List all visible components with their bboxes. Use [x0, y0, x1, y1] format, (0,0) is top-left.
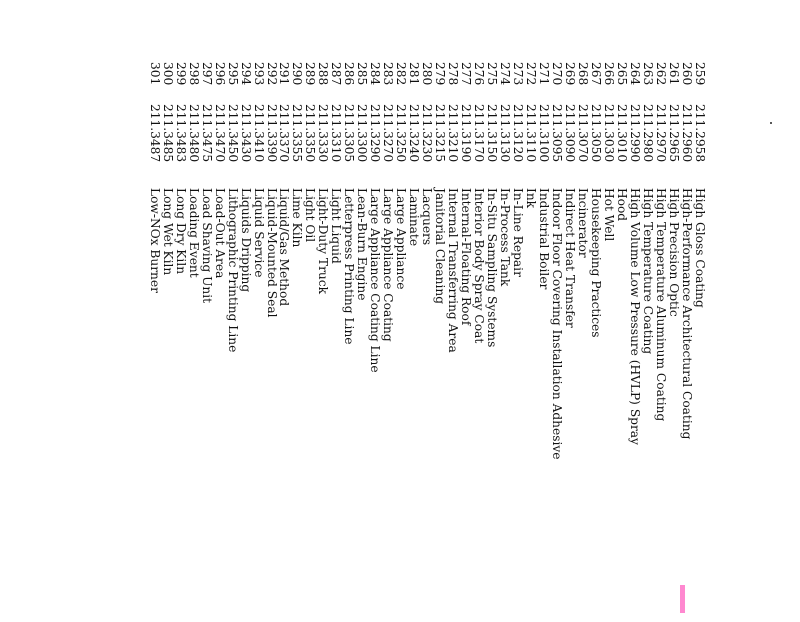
- section-code: 211.3120: [511, 104, 526, 163]
- section-code: 211.3355: [290, 104, 305, 163]
- table-row: [200, 62, 213, 622]
- row-number: 285: [355, 62, 370, 86]
- section-code: 211.2960: [680, 104, 695, 163]
- scan-speck: [770, 122, 772, 124]
- row-number: 287: [329, 62, 344, 86]
- row-number: 272: [524, 62, 539, 86]
- table-row: [446, 62, 459, 622]
- section-code: 211.3095: [550, 104, 565, 163]
- table-row: [265, 62, 278, 622]
- row-number: 289: [303, 62, 318, 86]
- table-row: [368, 62, 381, 622]
- section-code: 211.3370: [277, 104, 292, 163]
- section-code: 211.3130: [498, 104, 513, 163]
- section-code: 211.3310: [329, 104, 344, 163]
- row-number: 266: [602, 62, 617, 86]
- table-row: [589, 62, 602, 622]
- row-number: 286: [342, 62, 357, 86]
- section-code: 211.3483: [173, 104, 188, 163]
- row-number: 291: [277, 62, 292, 86]
- section-code: 211.3090: [563, 104, 578, 163]
- term-name: Janitorial Cleaning: [433, 188, 448, 304]
- term-name: Lime Kiln: [290, 188, 305, 248]
- row-number: 280: [420, 62, 435, 86]
- table-row: [498, 62, 511, 622]
- section-code: 211.3100: [537, 104, 552, 163]
- section-code: 211.3210: [446, 104, 461, 163]
- row-number: 296: [212, 62, 227, 86]
- table-row: [550, 62, 563, 622]
- table-row: [485, 62, 498, 622]
- table-row: [381, 62, 394, 622]
- row-number: 299: [173, 62, 188, 86]
- term-name: Housekeeping Practices: [589, 188, 604, 338]
- section-code: 211.3430: [238, 104, 253, 163]
- table-row: [226, 62, 239, 622]
- row-number: 283: [381, 62, 396, 86]
- section-code: 211.3010: [615, 104, 630, 163]
- table-row: [187, 62, 200, 622]
- section-code: 211.3250: [394, 104, 409, 163]
- row-number: 273: [511, 62, 526, 86]
- term-name: Long Dry Kiln: [173, 188, 188, 275]
- table-row: [641, 62, 654, 622]
- row-number: 260: [680, 62, 695, 86]
- term-name: Hood: [615, 188, 630, 222]
- row-number: 263: [641, 62, 656, 86]
- term-name: High Precision Optic: [667, 188, 682, 317]
- row-number: 276: [472, 62, 487, 86]
- row-number: 294: [238, 62, 253, 86]
- section-code: 211.3330: [316, 104, 331, 163]
- table-row: [511, 62, 524, 622]
- term-name: Incinerator: [576, 188, 591, 258]
- section-code: 211.2958: [693, 104, 707, 163]
- term-name: High Temperature Coating: [641, 188, 656, 355]
- section-code: 211.2970: [654, 104, 669, 163]
- table-row: [213, 62, 226, 622]
- table-row: [278, 62, 291, 622]
- row-number: 297: [199, 62, 214, 86]
- row-number: 295: [225, 62, 240, 86]
- section-code: 211.3480: [186, 104, 201, 163]
- table-row: [407, 62, 420, 622]
- term-name: Lacquers: [420, 188, 435, 246]
- section-code: 211.3450: [225, 104, 240, 163]
- term-name: Light Liquid: [329, 188, 344, 264]
- table-row: [161, 62, 174, 622]
- term-name: Large Appliance Coating: [381, 188, 396, 342]
- table-row: [563, 62, 576, 622]
- section-code: 211.2980: [641, 104, 656, 163]
- term-name: In-Line Repair: [511, 188, 526, 277]
- row-number: 282: [394, 62, 409, 86]
- term-name: Liquids Dripping: [238, 188, 253, 293]
- table-row: [329, 62, 342, 622]
- term-name: Interior Body Spray Coat: [472, 188, 487, 344]
- section-code: 211.3410: [251, 104, 266, 163]
- section-code: 211.3485: [160, 104, 175, 163]
- term-name: Light-Duty Truck: [316, 188, 331, 294]
- section-code: 211.2990: [628, 104, 643, 163]
- table-row: [693, 62, 706, 622]
- row-number: 281: [407, 62, 422, 86]
- table-row: [602, 62, 615, 622]
- row-number: 264: [628, 62, 643, 86]
- section-code: 211.3475: [199, 104, 214, 163]
- row-number: 271: [537, 62, 552, 86]
- term-name: Indoor Floor Covering Installation Adhesive: [550, 188, 565, 460]
- term-name: Load Shaving Unit: [199, 188, 214, 304]
- section-code: 211.3230: [420, 104, 435, 163]
- row-number: 277: [459, 62, 474, 86]
- section-code: 211.3150: [485, 104, 500, 163]
- definitions-table: [98, 62, 706, 622]
- table-row: [291, 62, 304, 622]
- table-row: [654, 62, 667, 622]
- section-code: 211.3305: [342, 104, 357, 163]
- section-code: 211.3050: [589, 104, 604, 163]
- table-row: [615, 62, 628, 622]
- section-code: 211.3240: [407, 104, 422, 163]
- row-number: 300: [160, 62, 175, 86]
- row-number: 274: [498, 62, 513, 86]
- table-row: [576, 62, 589, 622]
- table-row: [433, 62, 446, 622]
- term-name: Laminate: [407, 188, 422, 247]
- row-number: 279: [433, 62, 448, 86]
- term-name: Low-NOx Burner: [147, 188, 162, 293]
- table-row: [524, 62, 537, 622]
- section-code: 211.3190: [459, 104, 474, 163]
- row-number: 261: [667, 62, 682, 86]
- section-code: 211.3215: [433, 104, 448, 163]
- row-number: 267: [589, 62, 604, 86]
- term-name: High Gloss Coating: [693, 188, 707, 308]
- row-number: 262: [654, 62, 669, 86]
- term-name: Large Appliance: [394, 188, 409, 290]
- section-code: 211.3270: [381, 104, 396, 163]
- section-code: 211.3487: [147, 104, 162, 163]
- row-number: 301: [147, 62, 162, 86]
- term-name: Liquid-Mounted Seal: [264, 188, 279, 318]
- term-name: Load-Out Area: [212, 188, 227, 279]
- section-code: 211.3300: [355, 104, 370, 163]
- section-code: 211.3070: [576, 104, 591, 163]
- row-number: 290: [290, 62, 305, 86]
- row-number: 270: [550, 62, 565, 86]
- term-name: High-Performance Architectural Coating: [680, 188, 695, 440]
- term-name: Ink: [524, 188, 539, 209]
- row-number: 288: [316, 62, 331, 86]
- table-row: [342, 62, 355, 622]
- table-row: [472, 62, 485, 622]
- term-name: Internal-Floating Roof: [459, 188, 474, 326]
- term-name: Internal Transferring Area: [446, 188, 461, 353]
- term-name: Indirect Heat Transfer: [563, 188, 578, 328]
- term-name: High Volume Low Pressure (HVLP) Spray: [628, 188, 643, 445]
- section-code: 211.2965: [667, 104, 682, 163]
- row-number: 298: [186, 62, 201, 86]
- table-row: [303, 62, 316, 622]
- table-row: [680, 62, 693, 622]
- row-number: 292: [264, 62, 279, 86]
- row-number: 278: [446, 62, 461, 86]
- term-name: In-Situ Sampling Systems: [485, 188, 500, 348]
- row-number: 259: [693, 62, 707, 86]
- row-number: 265: [615, 62, 630, 86]
- term-name: Lean-Burn Engine: [355, 188, 370, 301]
- table-row: [174, 62, 187, 622]
- section-code: 211.3170: [472, 104, 487, 163]
- term-name: Hot Well: [602, 188, 617, 242]
- row-number: 269: [563, 62, 578, 86]
- row-number: 268: [576, 62, 591, 86]
- table-row: [628, 62, 641, 622]
- table-row: [394, 62, 407, 622]
- section-code: 211.3390: [264, 104, 279, 163]
- table-row: [252, 62, 265, 622]
- term-name: Liquid/Gas Method: [277, 188, 292, 307]
- term-name: Loading Event: [186, 188, 201, 278]
- section-code: 211.3470: [212, 104, 227, 163]
- table-row: [239, 62, 252, 622]
- term-name: Light Oil: [303, 188, 318, 243]
- table-row: [537, 62, 550, 622]
- term-name: Liquid Service: [251, 188, 266, 278]
- table-row: [355, 62, 368, 622]
- table-row: [667, 62, 680, 622]
- section-code: 211.3110: [524, 104, 539, 163]
- table-row: [148, 62, 161, 622]
- row-number: 293: [251, 62, 266, 86]
- term-name: Industrial Boiler: [537, 188, 552, 290]
- table-row: [459, 62, 472, 622]
- table-row: [316, 62, 329, 622]
- term-name: In-Process Tank: [498, 188, 513, 287]
- term-name: Long Wet Kiln: [160, 188, 175, 276]
- term-name: Letterpress Printing Line: [342, 188, 357, 345]
- term-name: Large Appliance Coating Line: [368, 188, 383, 373]
- highlighter-mark: [680, 585, 685, 613]
- section-code: 211.3350: [303, 104, 318, 163]
- section-code: 211.3290: [368, 104, 383, 163]
- term-name: High Temperature Aluminum Coating: [654, 188, 669, 422]
- section-code: 211.3030: [602, 104, 617, 163]
- table-row: [420, 62, 433, 622]
- term-name: Lithographic Printing Line: [225, 188, 240, 353]
- row-number: 284: [368, 62, 383, 86]
- row-number: 275: [485, 62, 500, 86]
